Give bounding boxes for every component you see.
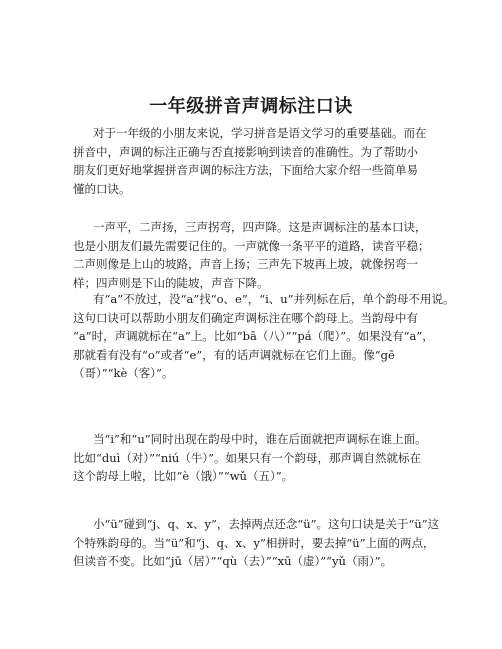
paragraph-line: 这句口诀可以帮助小朋友们确定声调标注在哪个韵母上。当韵母中有 xyxy=(73,310,418,325)
paragraph-tones xyxy=(73,218,433,292)
paragraph-line: 也是小朋友们最先需要记住的。一声就像一条平平的道路，读音平稳； xyxy=(73,238,430,253)
paragraph-line: 比如“duì（对）”“niú（牛）”。如果只有一个韵母，那声调自然就标在 xyxy=(73,450,421,465)
paragraph-line: 二声则像是上山的坡路，声音上扬；三声先下坡再上坡，就像拐弯一 xyxy=(73,257,418,271)
paragraph-line: 有“a”不放过，没“a”找“o、e”，“i、u”并列标在后，单个韵母不用说。 xyxy=(93,292,455,306)
paragraph-line: 一声平，二声扬，三声拐弯，四声降。这是声调标注的基本口诀， xyxy=(93,220,427,234)
paragraph-line: 懂的口诀。 xyxy=(73,181,131,196)
paragraph-u-umlaut xyxy=(73,515,440,571)
paragraph-line: 样；四声则是下山的陡坡，声音下降。 xyxy=(73,275,269,290)
paragraph-line: 拼音中，声调的标注正确与否直接影响到读音的准确性。为了帮助小 xyxy=(73,144,418,159)
paragraph-line: 当“i”和“u”同时出现在韵母中时，谁在后面就把声调标在谁上面。 xyxy=(93,432,427,446)
paragraph-a-o-e xyxy=(73,290,455,383)
paragraph-line: （哥）”“kè（客）”。 xyxy=(73,366,174,380)
paragraph-line: 对于一年级的小朋友来说，学习拼音是语文学习的重要基础。而在 xyxy=(93,126,427,140)
paragraph-line: 但读音不变。比如“jū（居）”“qù（去）”“xū（虚）”“yǔ（雨）”。 xyxy=(73,554,393,568)
paragraph-line: 这个韵母上啦，比如“è（饿）”“wǔ（五）”。 xyxy=(73,469,294,483)
paragraph-line: 小“ü”碰到“j、q、x、y”，去掉两点还念“ü”。这句口诀是关于“ü”这 xyxy=(93,517,440,531)
paragraph-i-u xyxy=(73,430,433,486)
document-title: 一年级拼音声调标注口诀 xyxy=(149,96,353,117)
paragraph-line: 朋友们更好地掌握拼音声调的标注方法，下面给大家介绍一些简单易 xyxy=(73,163,418,177)
paragraph-line: 那就看有没有“o”或者“e”，有的话声调就标在它们上面。像“gē xyxy=(73,347,395,362)
paragraph-line: 个特殊韵母的。当“ü”和“j、q、x、y”相拼时，要去掉“ü”上面的两点， xyxy=(73,535,435,550)
paragraph-intro xyxy=(73,124,433,198)
paragraph-line: “a”时，声调就标在“a”上。比如“bā（八）”“pá（爬）”。如果没有“a”， xyxy=(73,329,434,343)
